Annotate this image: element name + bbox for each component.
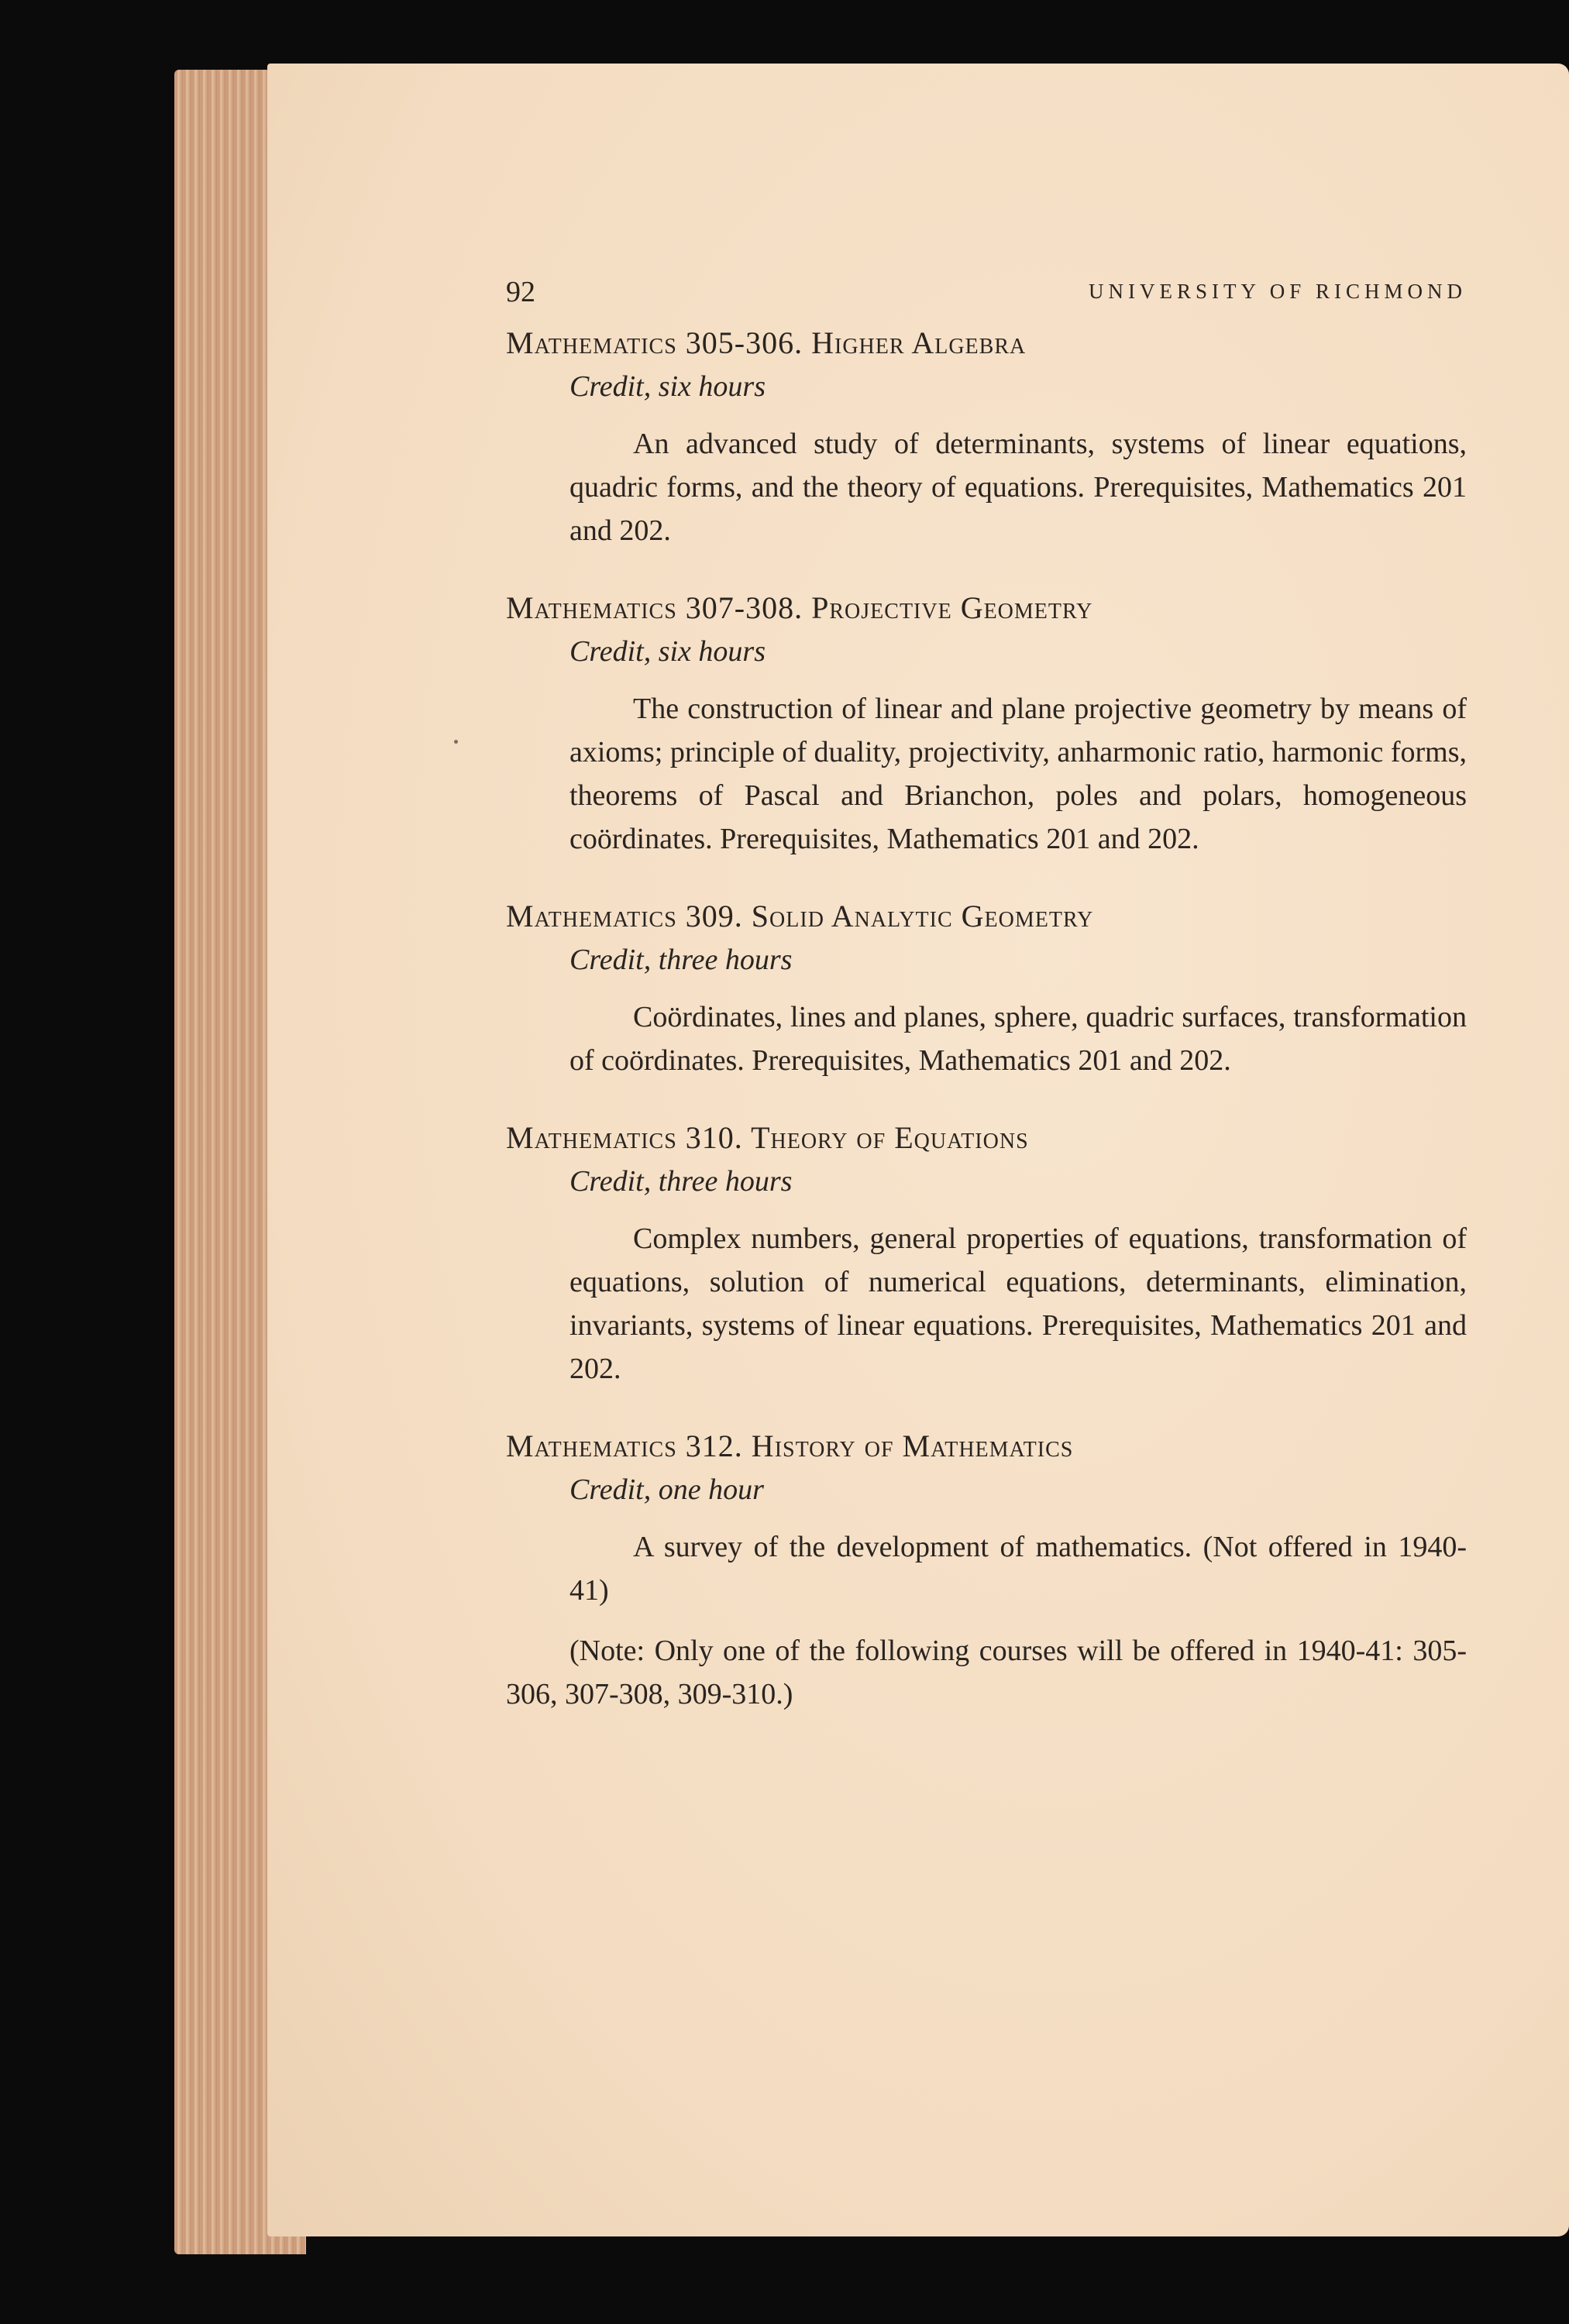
course-entry	[506, 1425, 1467, 1612]
course-credit: Credit, three hours	[569, 944, 793, 976]
page-speck	[454, 740, 458, 744]
course-title: Mathematics 307-308. Projective Geometry	[506, 590, 1093, 625]
offering-note: (Note: Only one of the following courses will be offered in 1940-41: 305-306, 307-308, 309-310.)	[506, 1635, 1467, 1710]
page-header	[506, 275, 1467, 321]
course-credit: Credit, six hours	[569, 370, 766, 403]
course-description: Complex numbers, general properties of equations, transformation of equations, solution of numerical equations, determinants, elimination, invariants, systems of linear equations. Prerequisites, Mathematics 201 and 202.	[569, 1222, 1467, 1385]
course-title: Mathematics 312. History of Mathematics	[506, 1428, 1074, 1463]
course-description: An advanced study of determinants, systems of linear equations, quadric forms, and the theory of equations. Prerequisites, Mathematics 201 and 202.	[569, 428, 1467, 547]
course-description: Coördinates, lines and planes, sphere, quadric surfaces, transformation of coördinates. Prerequisites, Mathematics 201 and 202.	[569, 1001, 1467, 1077]
page-text	[506, 275, 1467, 1716]
course-title: Mathematics 309. Solid Analytic Geometry	[506, 899, 1094, 933]
course-entry	[506, 321, 1467, 552]
course-entry	[506, 586, 1467, 861]
page-number: 92	[506, 276, 535, 308]
course-description: The construction of linear and plane projective geometry by means of axioms; principle of duality, projectivity, anharmonic ratio, harmonic forms, theorems of Pascal and Brianchon, poles and polars, homogeneous coördinates. Prerequisites, Mathematics 201 and 202.	[569, 693, 1467, 855]
course-entry	[506, 1116, 1467, 1391]
course-entry	[506, 895, 1467, 1082]
course-title: Mathematics 305-306. Higher Algebra	[506, 325, 1027, 360]
course-title: Mathematics 310. Theory of Equations	[506, 1120, 1029, 1155]
course-credit: Credit, six hours	[569, 635, 766, 668]
course-credit: Credit, one hour	[569, 1473, 764, 1506]
course-description: A survey of the development of mathematics. (Not offered in 1940-41)	[569, 1531, 1467, 1607]
course-credit: Credit, three hours	[569, 1165, 793, 1198]
running-head: UNIVERSITY OF RICHMOND	[1088, 280, 1467, 303]
